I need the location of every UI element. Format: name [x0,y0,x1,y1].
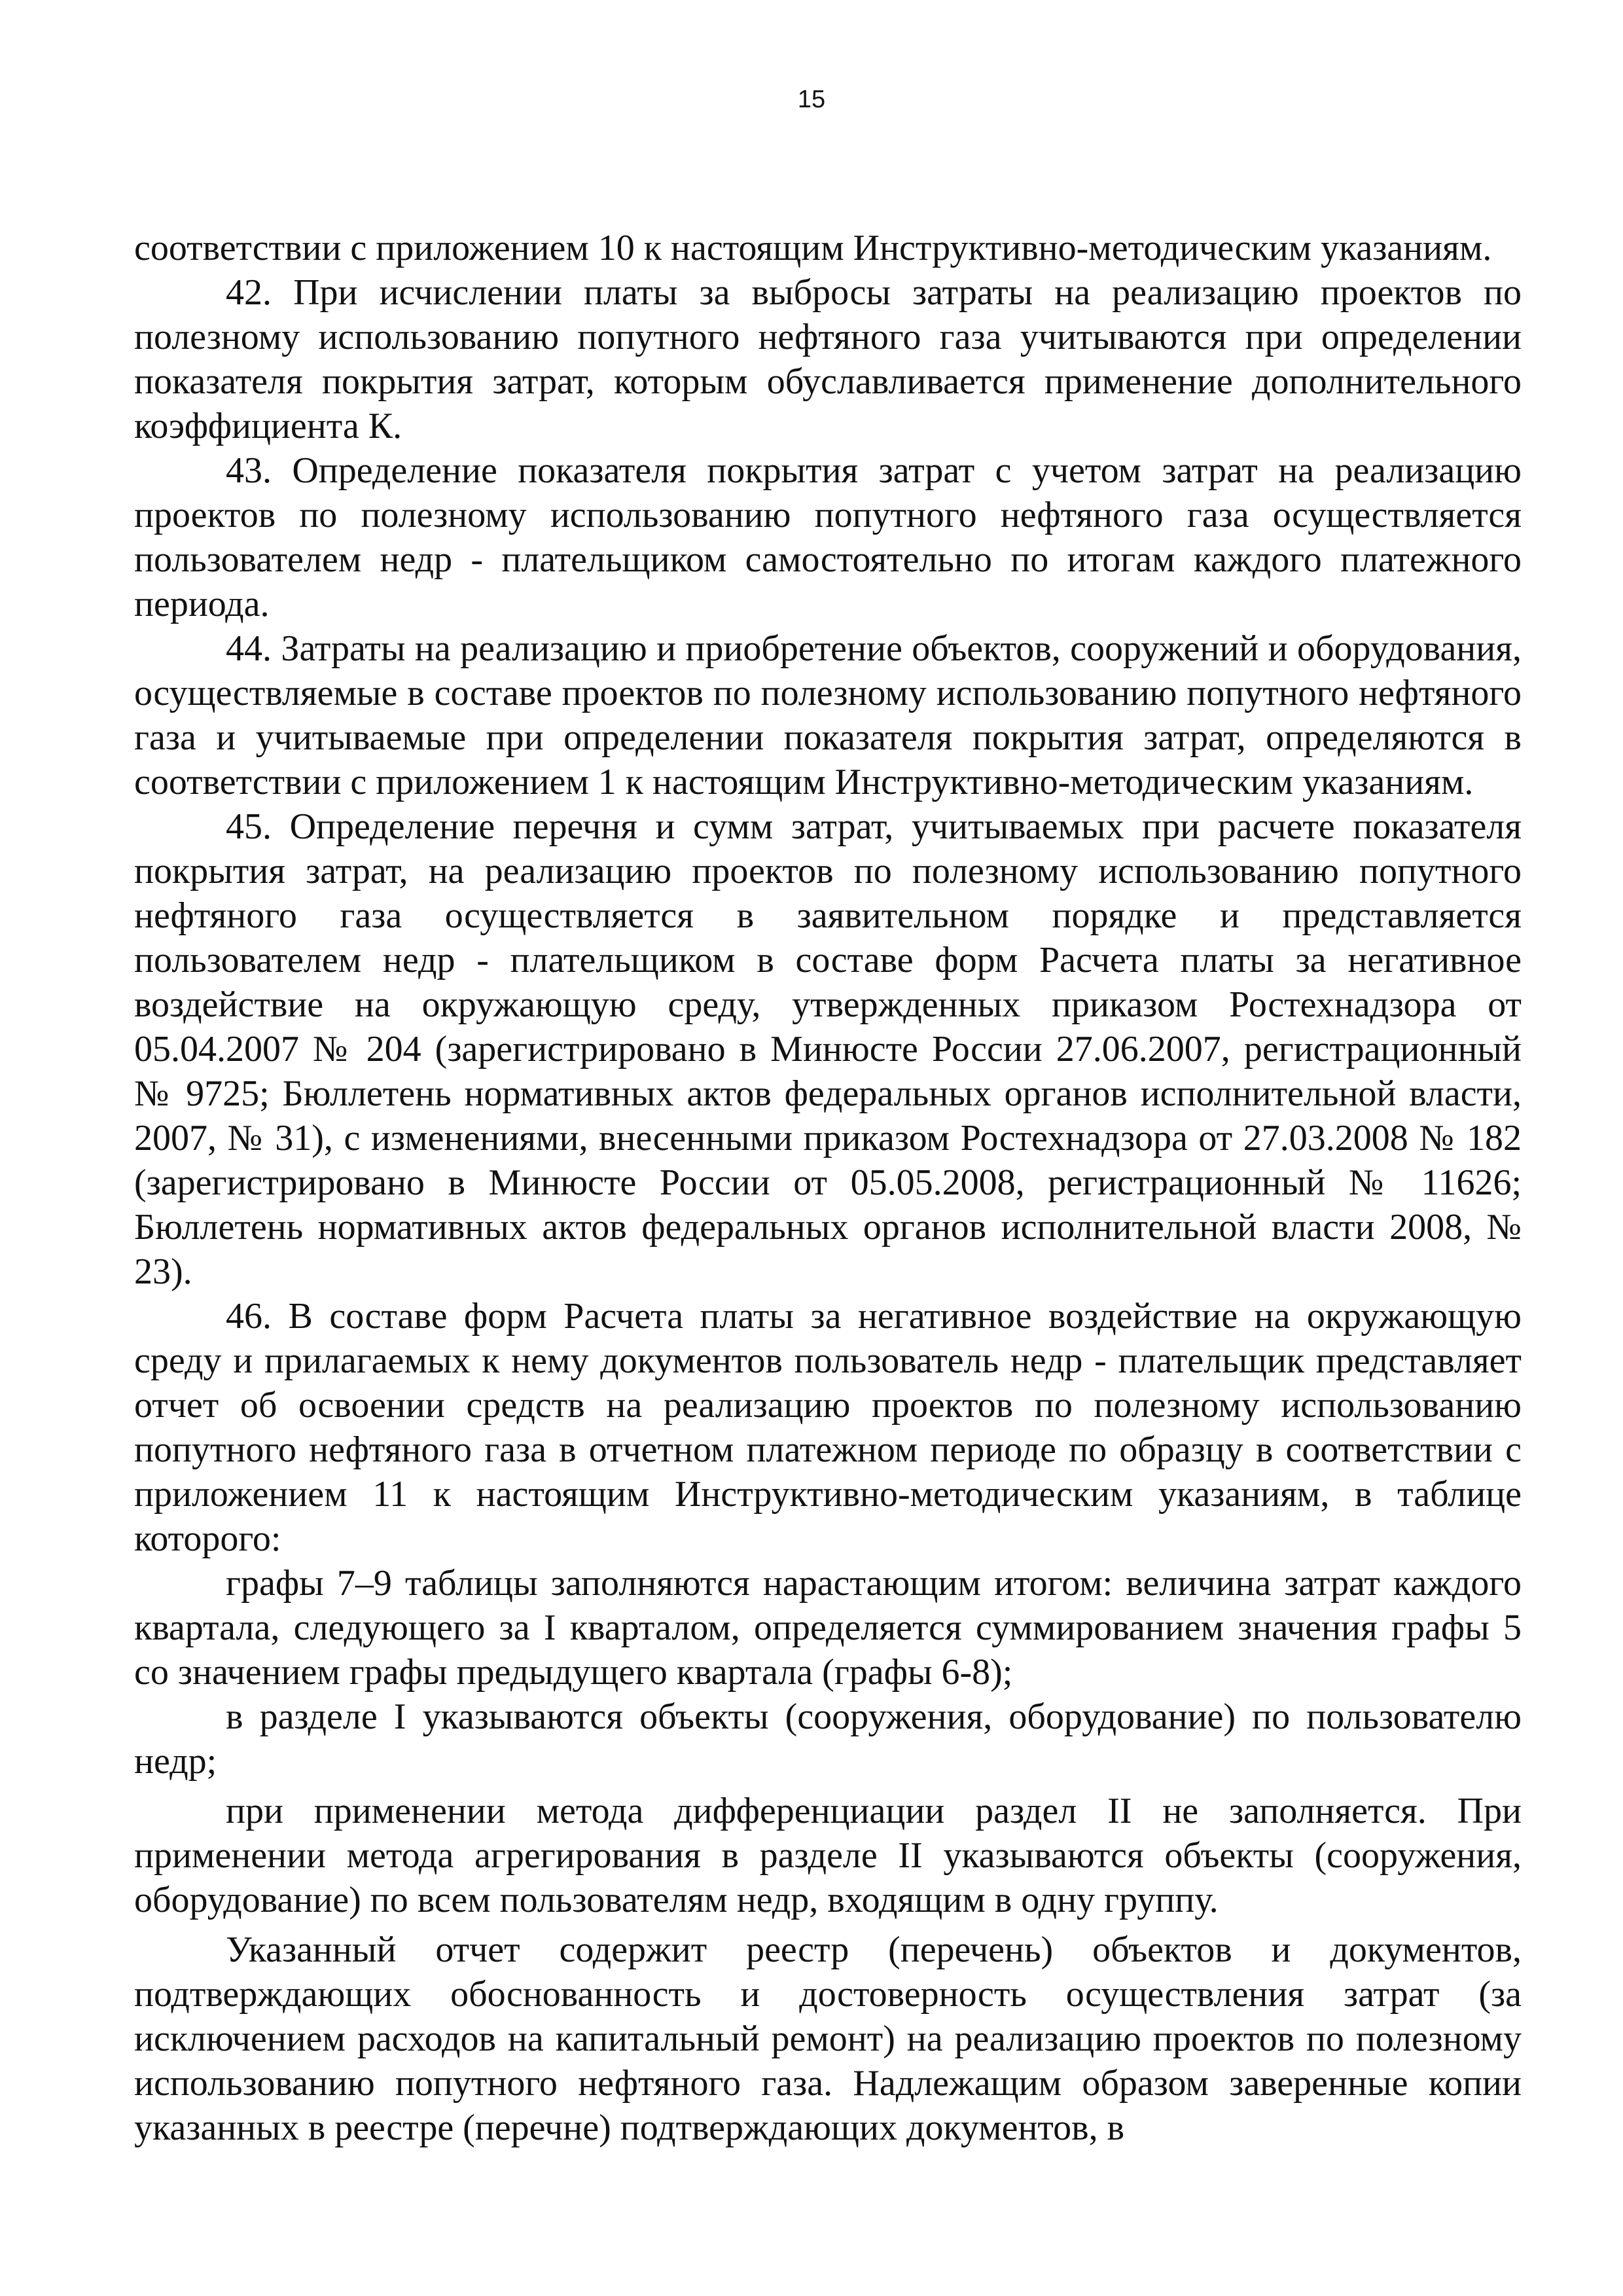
paragraph-46-section-one: в разделе I указываются объекты (сооружения, оборудование) по пользователю недр; [134,1696,1522,1782]
paragraph-42: 42. При исчислении платы за выбросы затраты на реализацию проектов по полезному использованию попутного нефтяного газа учитываются при определении показателя покрытия затрат, которым обуславливается применение дополнительного коэффициента К. [134,272,1522,446]
paragraph-46-columns-rule: графы 7–9 таблицы заполняются нарастающим итогом: величина затрат каждого квартала, следующего за I кварталом, определяется суммированием значения графы 5 со значением графы предыдущего квартала (графы 6-8); [134,1563,1522,1693]
paragraph-continuation: соответствии с приложением 10 к настоящим Инструктивно-методическим указаниям. [134,228,1492,268]
paragraph-45: 45. Определение перечня и сумм затрат, учитываемых при расчете показателя покрытия затрат, на реализацию проектов по полезному использованию попутного нефтяного газа осуществляется в заявительном порядке и представляется пользователем недр - плательщиком в составе форм Расчета платы за негативное воздействие на окружающую среду, утвержденных приказом Ростехнадзора от 05.04.2007 № 204 (зарегистрировано в Минюсте России 27.06.2007, регистрационный № 9725; Бюллетень нормативных актов федеральных органов исполнительной власти, 2007, № 31), с изменениями, внесенными приказом Ростехнадзора от 27.03.2008 № 182 (зарегистрировано в Минюсте России от 05.05.2008, регистрационный № 11626; Бюллетень нормативных актов федеральных органов исполнительной власти 2008, № 23). [134,806,1522,1292]
paragraph-46-section-two: при применении метода дифференциации раздел II не заполняется. При применении метода агрегирования в разделе II указываются объекты (сооружения, оборудование) по всем пользователям недр, входящим в одну группу. [134,1791,1522,1920]
page-number: 15 [797,86,826,113]
paragraph-46: 46. В составе форм Расчета платы за негативное воздействие на окружающую среду и прилагаемых к нему документов пользователь недр - плательщик представляет отчет об освоении средств на реализацию проектов по полезному использованию попутного нефтяного газа в отчетном платежном периоде по образцу в соответствии с приложением 11 к настоящим Инструктивно-методическим указаниям, в таблице которого: [134,1296,1522,1559]
paragraph-44: 44. Затраты на реализацию и приобретение объектов, сооружений и оборудования, осуществляемые в составе проектов по полезному использованию попутного нефтяного газа и учитываемые при определении показателя покрытия затрат, определяются в соответствии с приложением 1 к настоящим Инструктивно-методическим указаниям. [134,628,1522,802]
paragraph-report: Указанный отчет содержит реестр (перечень) объектов и документов, подтверждающих обоснованность и достоверность осуществления затрат (за исключением расходов на капитальный ремонт) на реализацию проектов по полезному использованию попутного нефтяного газа. Надлежащим образом заверенные копии указанных в реестре (перечне) подтверждающих документов, в [134,1929,1522,2148]
document-body [134,226,1522,2150]
paragraph-43: 43. Определение показателя покрытия затрат с учетом затрат на реализацию проектов по полезному использованию попутного нефтяного газа осуществляется пользователем недр - плательщиком самостоятельно по итогам каждого платежного периода. [134,450,1522,624]
